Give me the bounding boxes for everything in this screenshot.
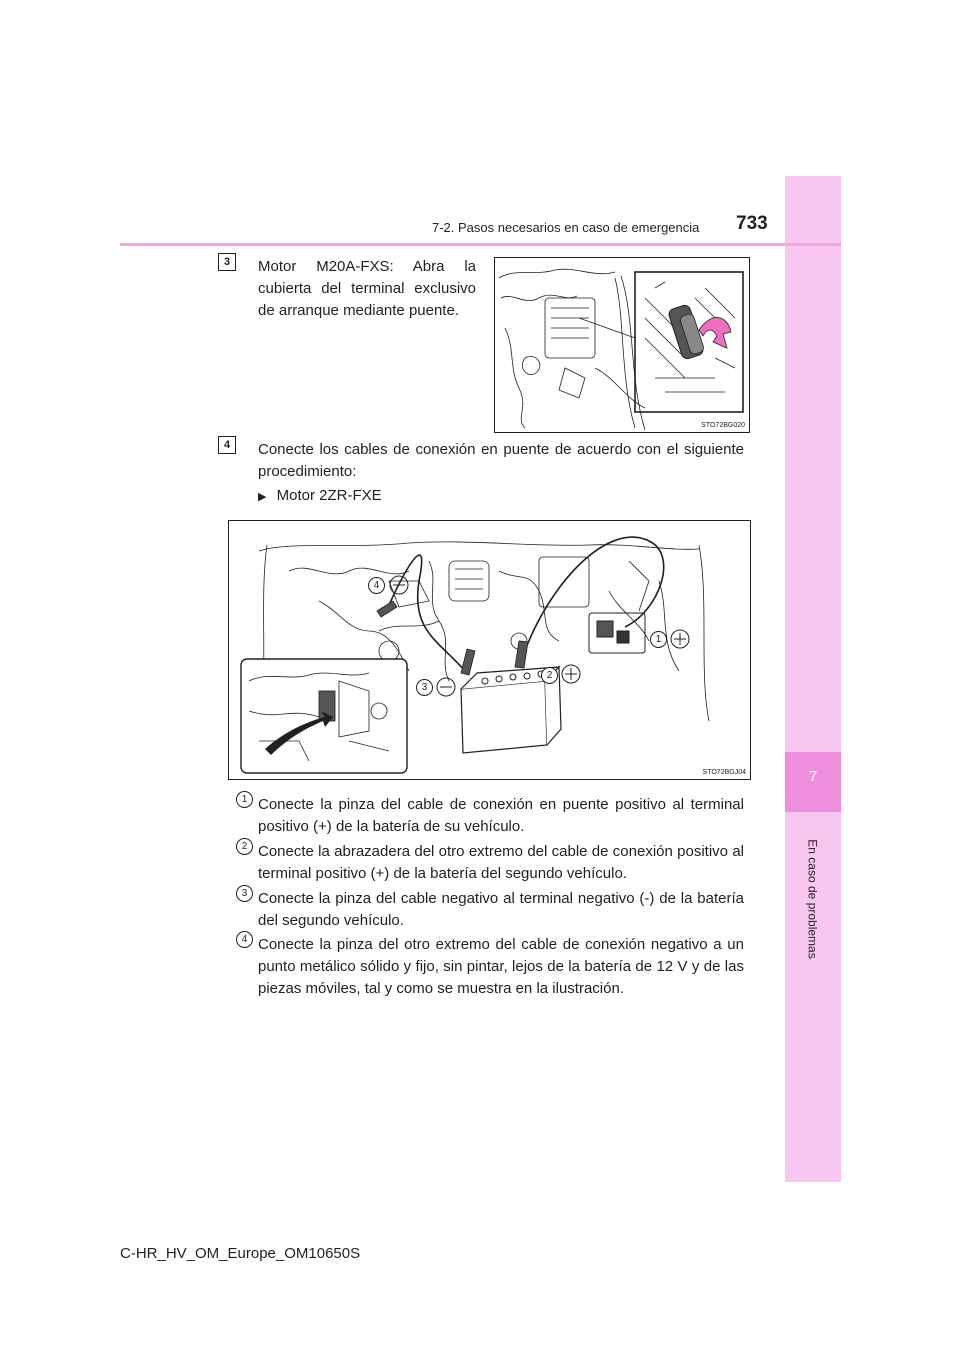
page-number: 733 xyxy=(736,213,768,234)
chapter-title-vertical xyxy=(790,824,836,974)
document-id: C-HR_HV_OM_Europe_OM10650S xyxy=(120,1245,361,1262)
header-rule xyxy=(120,243,841,246)
figure-label-1: 1 xyxy=(650,631,667,648)
engine-bay-illustration xyxy=(495,258,749,432)
instruction-2-number: 2 xyxy=(236,838,253,855)
figure-label-3: 3 xyxy=(416,679,433,696)
instruction-3-text: Conecte la pinza del cable negativo al terminal negativo (-) de la batería del segundo vehículo. xyxy=(258,890,744,929)
instruction-1-text: Conecte la pinza del cable de conexión en puente positivo al terminal positivo (+) de la batería de su vehículo. xyxy=(258,796,744,835)
figure-label-2: 2 xyxy=(541,667,558,684)
engine-bullet xyxy=(258,487,382,504)
jump-start-illustration xyxy=(229,521,750,779)
instruction-4-text: Conecte la pinza del otro extremo del cable de conexión negativo a un punto metálico sólido y fijo, sin pintar, lejos de la batería de 12 V y de las piezas móviles, tal y como se muestra en la ilustración. xyxy=(258,936,744,997)
figure-code: STO72BGJ04 xyxy=(702,769,746,776)
terminal-cover-part xyxy=(668,304,705,360)
step-3-badge: 3 xyxy=(218,253,236,271)
instruction-3-number: 3 xyxy=(236,885,253,902)
engine-model: Motor 2ZR-FXE xyxy=(276,487,382,504)
negative-clamp xyxy=(461,649,475,675)
instruction-2-text: Conecte la abrazadera del otro extremo del cable de conexión positivo al terminal positivo (+) de la batería del segundo vehículo. xyxy=(258,843,744,882)
step-4-badge: 4 xyxy=(218,436,236,454)
instruction-4-number: 4 xyxy=(236,931,253,948)
chapter-number: 7 xyxy=(808,768,818,785)
step-4-text: Conecte los cables de conexión en puente de acuerdo con el siguiente procedimiento: xyxy=(258,441,744,480)
figure-jumper-cables xyxy=(228,520,751,780)
positive-cable xyxy=(521,537,664,661)
instruction-1-number: 1 xyxy=(236,791,253,808)
step-3-text: Motor M20A-FXS: Abra la cubierta del terminal exclusivo de arranque mediante puente. xyxy=(258,258,476,319)
ground-point-inset xyxy=(241,659,407,773)
figure-label-4: 4 xyxy=(368,577,385,594)
negative-cable xyxy=(389,555,465,671)
figure-code: STO72BG020 xyxy=(701,422,745,429)
section-title: 7-2. Pasos necesarios en caso de emergencia xyxy=(432,220,700,235)
open-direction-arrow xyxy=(699,317,731,348)
positive-clamp xyxy=(515,641,528,668)
chapter-title: En caso de problemas xyxy=(806,839,820,959)
ground-clamp xyxy=(377,601,397,617)
figure-terminal-cover xyxy=(494,257,750,433)
bullet-arrow-icon: ▶ xyxy=(258,491,267,503)
chapter-side-tab xyxy=(785,176,841,1182)
